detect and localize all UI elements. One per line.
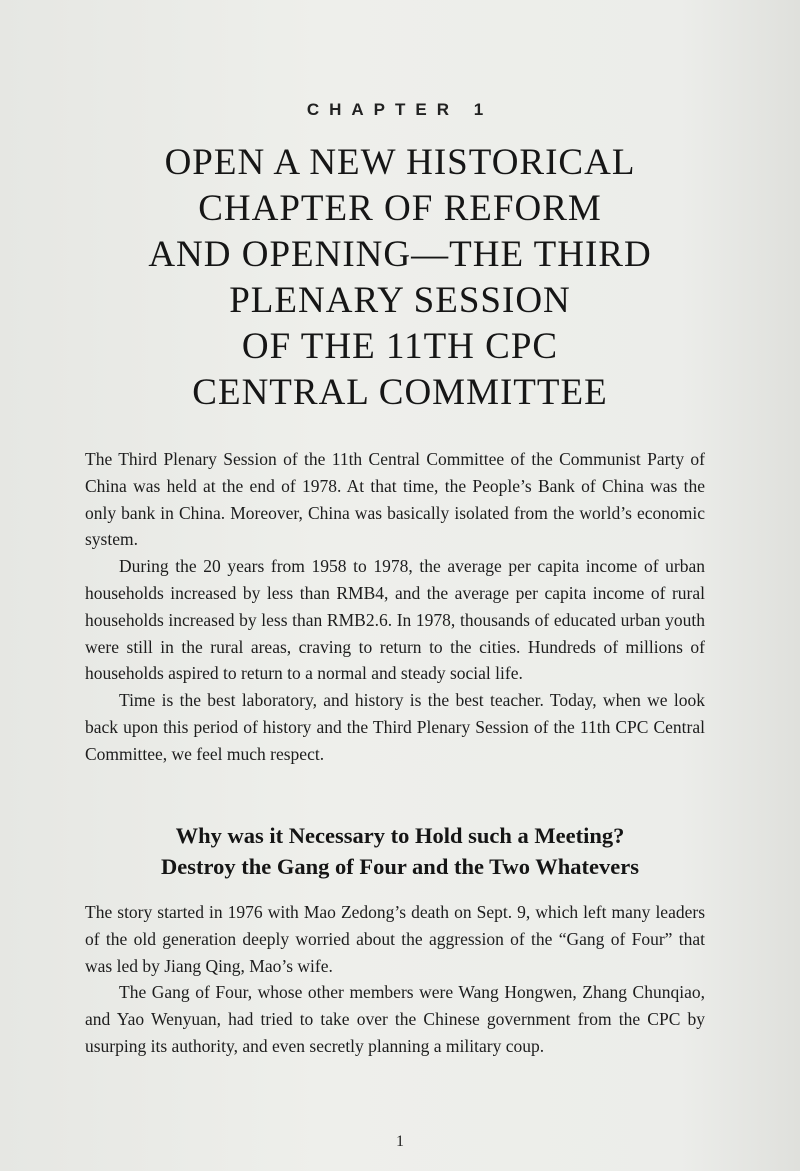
paragraph: Time is the best laboratory, and history is the best teacher. Today, when we look back upon this period of history and the Third Plenary Session of the 11th CPC Central Committee, we feel much respect. [85,690,705,764]
paragraph: The Gang of Four, whose other members were Wang Hongwen, Zhang Chunqiao, and Yao Wenyuan, had tried to take over the Chinese government from the CPC by usurping its authority, and even secretly planning a military coup. [85,982,705,1056]
section-heading-line: Why was it Necessary to Hold such a Meeting? [175,823,625,848]
chapter-title-line: OPEN A NEW HISTORICAL [164,142,636,183]
page-number: 1 [396,1133,404,1150]
paragraph: During the 20 years from 1958 to 1978, the average per capita income of urban households increased by less than RMB4, and the average per capita income of rural households increased by less than RMB2.6. In 1978, thousands of educated urban youth were still in the rural areas, craving to return to the cities. Hundreds of millions of households aspired to return to a normal and steady social life. [85,556,705,684]
section-heading-line: Destroy the Gang of Four and the Two Whatevers [161,854,639,879]
chapter-title-line: PLENARY SESSION [229,280,571,321]
chapter-title [60,140,740,416]
chapter-title-line: OF THE 11TH CPC [241,326,559,367]
chapter-label: CHAPTER 1 [306,100,494,119]
intro-text [85,446,705,768]
section-text [85,899,705,1060]
section-heading [60,820,740,882]
chapter-title-line: CHAPTER OF REFORM [198,188,602,229]
paragraph: The Third Plenary Session of the 11th Central Committee of the Communist Party of China was held at the end of 1978. At that time, the People’s Bank of China was the only bank in China. Moreover, China was basically isolated from the world’s economic system. [85,449,705,550]
chapter-title-line: AND OPENING—THE THIRD [148,234,652,275]
paragraph: The story started in 1976 with Mao Zedong’s death on Sept. 9, which left many leaders of the old generation deeply worried about the aggression of the “Gang of Four” that was led by Jiang Qing, Mao’s wife. [85,902,705,976]
chapter-title-line: CENTRAL COMMITTEE [192,372,608,413]
